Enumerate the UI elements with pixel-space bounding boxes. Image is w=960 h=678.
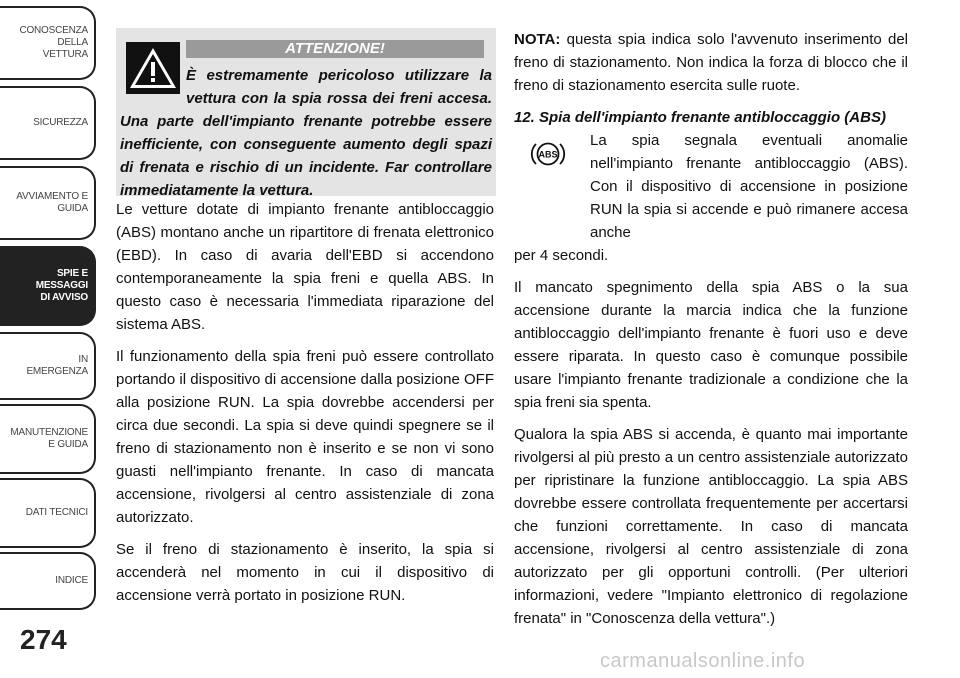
right-paragraph-3: Qualora la spia ABS si accenda, è quanto mai importante rivolgersi al più presto a un centro assistenziale autorizzato per ripristinare la funzione antibloccaggio. La spia ABS dovrebbe essere controllata frequentemente per accertarsi che funzioni correttamente. In caso di mancata accensione, rivolgersi al centro assistenziale di zona autorizzato per gli opportuni controlli. (Per ulteriori informazioni, vedere "Impianto elettronico di regolazione frenata" in "Conoscenza della vettura".) (514, 426, 908, 627)
note-label: NOTA: (514, 31, 561, 48)
abs-paragraph (514, 129, 908, 267)
watermark: carmanualsonline.info (600, 650, 806, 672)
tab-in-emergenza[interactable]: IN EMERGENZA (0, 332, 96, 400)
abs-icon-label: ABS (538, 149, 558, 160)
page-number: 274 (20, 624, 67, 655)
left-paragraph-3: Se il freno di stazionamento è inserito, la spia si accenderà nel momento in cui il dispositivo di accensione verrà portato in posizione RUN. (116, 541, 494, 604)
tab-dati-tecnici[interactable]: DATI TECNICI (0, 478, 96, 548)
abs-indent-text: La spia segnala eventuali anomalie nell'impianto frenante antibloccaggio (ABS). Con il dispositivo di accensione in posizione RUN la spia si accende e può rimanere accesa anche (590, 132, 908, 241)
right-column (514, 28, 908, 639)
tab-indice[interactable]: INDICE (0, 552, 96, 610)
abs-tail-text: per 4 secondi. (514, 247, 609, 264)
left-paragraph-2: Il funzionamento della spia freni può essere controllato portando il dispositivo di accensione dalla posizione OFF alla posizione RUN. La spia dovrebbe accendersi per circa due secondi. La spia si deve quindi spegnere se il freno di stazionamento non è inserito e se non vi sono guasti nell'impianto frenante. In caso di mancata accensione, rivolgersi al centro assistenziale di zona autorizzato. (116, 348, 494, 526)
tab-conoscenza-della-vettura[interactable]: CONOSCENZA DELLA VETTURA (0, 6, 96, 80)
note-paragraph (514, 28, 908, 97)
note-text: questa spia indica solo l'avvenuto inserimento del freno di stazionamento. Non indica la forza di blocco che il freno di stazionamento esercita sulle ruote. (514, 31, 908, 94)
section-heading: 12. Spia dell'impianto frenante antibloccaggio (ABS) (514, 109, 886, 126)
warning-body: Una parte dell'impianto frenante potrebbe essere inefficiente, con conseguente aumento degli spazi di frenata e rischio di un incidente. Far controllare immediatamente la vettura. (120, 113, 492, 199)
abs-warning-icon (530, 139, 566, 169)
left-paragraph-1: Le vetture dotate di impianto frenante antibloccaggio (ABS) montano anche un ripartitore di frenata elettronico (EBD). In caso di avaria dell'EBD si accendono contemporaneamente la spia freni e quella ABS. In questo caso è necessaria l'immediata riparazione del sistema ABS. (116, 201, 494, 333)
tab-manutenzione-e-guida[interactable]: MANUTENZIONE E GUIDA (0, 404, 96, 474)
tab-sicurezza[interactable]: SICUREZZA (0, 86, 96, 160)
tab-spie-e-messaggi-di-avviso[interactable]: SPIE E MESSAGGI DI AVVISO (0, 246, 96, 326)
right-paragraph-2: Il mancato spegnimento della spia ABS o la sua accensione durante la marcia indica che la funzione antibloccaggio dell'impianto frenante è fuori uso e deve essere riparata. In questo caso è comunque possibile usare l'impianto frenante tradizionale a condizione che la spia freni sia spenta. (514, 279, 908, 411)
warning-line1: È estremamente pericoloso utilizzare la vettura con la spia rossa dei freni accesa. (186, 67, 492, 107)
warning-text (120, 64, 492, 202)
tab-avviamento-e-guida[interactable]: AVVIAMENTO E GUIDA (0, 166, 96, 240)
warning-title: ATTENZIONE! (186, 40, 484, 58)
left-column (116, 198, 494, 616)
